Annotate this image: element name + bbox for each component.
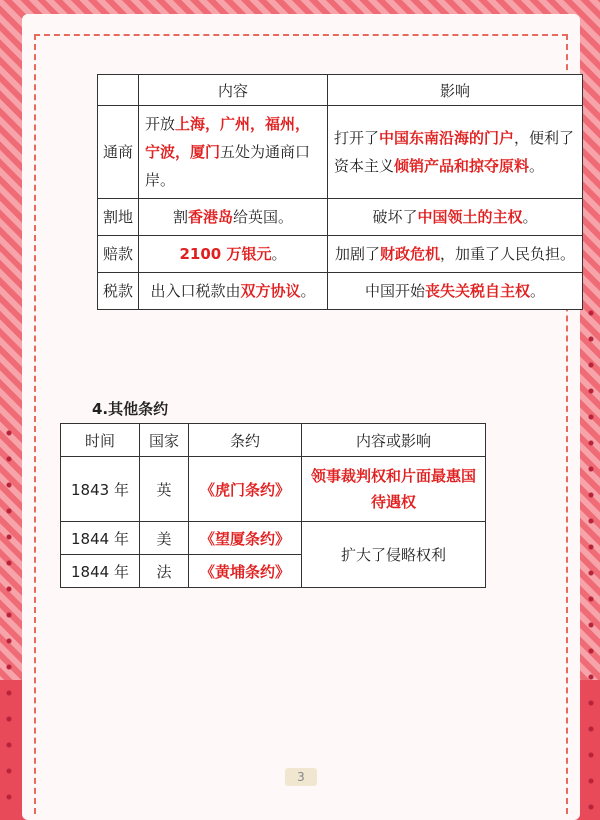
category-cell: 税款 bbox=[98, 273, 139, 310]
impact-cell bbox=[328, 236, 583, 273]
plain-text: 加剧了 bbox=[334, 245, 380, 263]
other-treaties-table bbox=[60, 423, 486, 588]
content-cell bbox=[139, 199, 328, 236]
header-treaty: 条约 bbox=[189, 424, 302, 457]
table-row bbox=[98, 273, 583, 310]
time-cell: 1844 年 bbox=[61, 522, 140, 555]
plain-text: 中国开始 bbox=[364, 282, 425, 300]
plain-text: 。 bbox=[522, 208, 538, 226]
table-row bbox=[98, 106, 583, 199]
category-cell: 赔款 bbox=[98, 236, 139, 273]
plain-text: 割 bbox=[172, 208, 188, 226]
plain-text: 。 bbox=[300, 282, 316, 300]
treaty-cell: 《望厦条约》 bbox=[189, 522, 302, 555]
plain-text: 出入口税款由 bbox=[150, 282, 241, 300]
plain-text: 。 bbox=[529, 157, 545, 175]
table-row bbox=[98, 199, 583, 236]
plain-text: 。 bbox=[530, 282, 546, 300]
table-header-row bbox=[98, 75, 583, 106]
highlight-text: 上海，广州，福州，宁波，厦门 bbox=[145, 115, 311, 161]
highlight-text: 财政危机 bbox=[379, 245, 440, 263]
table-row bbox=[61, 522, 486, 555]
table-header-row bbox=[61, 424, 486, 457]
impact-cell bbox=[328, 273, 583, 310]
background-dots-left bbox=[0, 420, 18, 820]
content-cell bbox=[139, 106, 328, 199]
highlight-text: 双方协议 bbox=[240, 282, 301, 300]
header-time: 时间 bbox=[61, 424, 140, 457]
highlight-text: 香港岛 bbox=[187, 208, 233, 226]
header-effect: 内容或影响 bbox=[302, 424, 486, 457]
plain-text: ，便利了资本主义 bbox=[334, 129, 575, 175]
impact-cell bbox=[328, 199, 583, 236]
highlight-text: 中国东南沿海的门户 bbox=[379, 129, 515, 147]
highlight-text: 中国领土的主权 bbox=[417, 208, 523, 226]
effect-cell: 领事裁判权和片面最惠国待遇权 bbox=[302, 457, 486, 522]
highlight-text: 倾销产品和掠夺原料 bbox=[394, 157, 530, 175]
plain-text: 开放 bbox=[145, 115, 176, 133]
content-cell bbox=[139, 273, 328, 310]
content-cell bbox=[139, 236, 328, 273]
plain-text: 五处为通商口岸。 bbox=[145, 143, 311, 189]
plain-text: ，加重了人民负担。 bbox=[440, 245, 576, 263]
country-cell: 英 bbox=[140, 457, 189, 522]
impact-cell bbox=[328, 106, 583, 199]
header-content: 内容 bbox=[139, 75, 328, 106]
section-title: 4.其他条约 bbox=[92, 400, 169, 418]
table-row bbox=[61, 457, 486, 522]
category-cell: 割地 bbox=[98, 199, 139, 236]
category-cell: 通商 bbox=[98, 106, 139, 199]
table-row bbox=[98, 236, 583, 273]
plain-text: 破坏了 bbox=[372, 208, 418, 226]
highlight-text: 丧失关税自主权 bbox=[424, 282, 530, 300]
time-cell: 1843 年 bbox=[61, 457, 140, 522]
background-dots-right bbox=[582, 300, 600, 820]
header-blank bbox=[98, 75, 139, 106]
page-number: 3 bbox=[285, 768, 317, 786]
plain-text: 。 bbox=[271, 245, 287, 263]
country-cell: 美 bbox=[140, 522, 189, 555]
treaty-cell: 《黄埔条约》 bbox=[189, 555, 302, 588]
shared-effect-cell: 扩大了侵略权利 bbox=[302, 522, 486, 588]
time-cell: 1844 年 bbox=[61, 555, 140, 588]
plain-text: 给英国。 bbox=[233, 208, 294, 226]
country-cell: 法 bbox=[140, 555, 189, 588]
treaty-content-table bbox=[97, 74, 583, 310]
plain-text: 打开了 bbox=[334, 129, 380, 147]
treaty-cell: 《虎门条约》 bbox=[189, 457, 302, 522]
highlight-text: 2100 万银元 bbox=[179, 245, 272, 263]
header-impact: 影响 bbox=[328, 75, 583, 106]
header-country: 国家 bbox=[140, 424, 189, 457]
